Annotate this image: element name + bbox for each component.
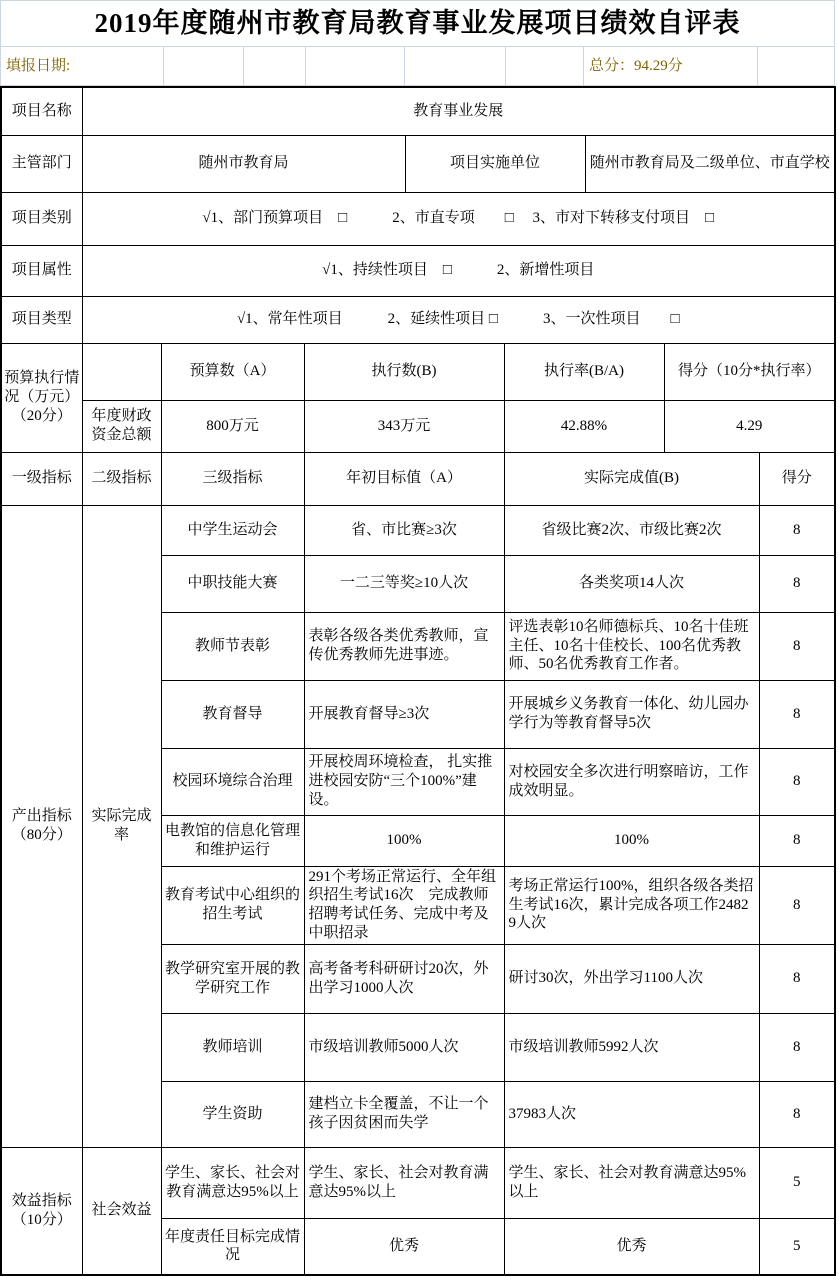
indicator-actual: 对校园安全多次进行明察暗访，工作成效明显。 (504, 748, 759, 815)
indicator-target: 学生、家长、社会对教育满意达95%以上 (304, 1147, 504, 1218)
indicator-actual: 各类奖项14人次 (504, 555, 759, 612)
indicator-score: 8 (759, 505, 835, 555)
evaluation-table (0, 86, 836, 1276)
indicator-actual: 省级比赛2次、市级比赛2次 (504, 505, 759, 555)
attribute-options: √1、持续性项目 □ 2、新增性项目 (82, 245, 835, 296)
department-row (1, 135, 835, 192)
empty-cell (506, 47, 584, 86)
type-options: √1、常年性项目 2、延续性项目 □ 3、一次性项目 □ (82, 296, 835, 343)
project-name-label: 项目名称 (1, 87, 82, 135)
project-type-row (1, 296, 835, 343)
impl-unit-label: 项目实施单位 (405, 135, 585, 192)
indicator-name: 教育督导 (161, 680, 304, 748)
indicator-score: 5 (759, 1218, 835, 1275)
dept-value: 随州市教育局 (82, 135, 405, 192)
budget-data-row (1, 400, 835, 452)
indicator-name: 电教馆的信息化管理和维护运行 (161, 815, 304, 866)
col-header-target: 年初目标值（A） (304, 452, 504, 505)
indicator-target: 一二三等奖≥10人次 (304, 555, 504, 612)
indicator-name: 中学生运动会 (161, 505, 304, 555)
col-header-actual: 实际完成值(B) (504, 452, 759, 505)
budget-section-label: 预算执行情况（万元）（20分） (1, 343, 82, 452)
indicator-target: 表彰各级各类优秀教师，宣传优秀教师先进事迹。 (304, 612, 504, 680)
indicator-target: 291个考场正常运行、全年组织招生考试16次 完成教师招聘考试任务、完成中考及中职招录 (304, 866, 504, 944)
header-block-table (0, 0, 835, 86)
indicator-actual: 研讨30次，外出学习1100人次 (504, 944, 759, 1013)
indicator-score: 8 (759, 1081, 835, 1147)
indicator-actual: 开展城乡义务教育一体化、幼儿园办学行为等教育督导5次 (504, 680, 759, 748)
type-label: 项目类型 (1, 296, 82, 343)
total-score: 总分：94.29分 (584, 47, 758, 86)
output-level1-label: 产出指标（80分） (1, 505, 82, 1147)
indicator-target: 建档立卡全覆盖，不让一个孩子因贫困而失学 (304, 1081, 504, 1147)
indicator-name: 学生、家长、社会对教育满意达95%以上 (161, 1147, 304, 1218)
indicator-score: 8 (759, 612, 835, 680)
indicator-actual: 100% (504, 815, 759, 866)
fill-date-label: 填报日期: (1, 47, 164, 86)
indicator-name: 中职技能大赛 (161, 555, 304, 612)
indicator-target: 高考备考科研研讨20次，外出学习1000人次 (304, 944, 504, 1013)
project-name-row (1, 87, 835, 135)
indicator-score: 8 (759, 748, 835, 815)
empty-cell (405, 47, 506, 86)
empty-cell (82, 343, 161, 400)
indicator-actual: 市级培训教师5992人次 (504, 1013, 759, 1081)
indicator-name: 学生资助 (161, 1081, 304, 1147)
empty-cell (244, 47, 306, 86)
budget-score: 4.29 (664, 400, 835, 452)
budget-rate: 42.88% (504, 400, 664, 452)
indicator-header-row (1, 452, 835, 505)
empty-cell (164, 47, 244, 86)
benefit-level1-label: 效益指标（10分） (1, 1147, 82, 1275)
page-title: 2019年度随州市教育局教育事业发展项目绩效自评表 (1, 1, 835, 47)
project-attribute-row (1, 245, 835, 296)
empty-cell (758, 47, 835, 86)
indicator-score: 8 (759, 815, 835, 866)
indicator-name: 教学研究室开展的教学研究工作 (161, 944, 304, 1013)
indicator-target: 100% (304, 815, 504, 866)
indicator-target: 省、市比赛≥3次 (304, 505, 504, 555)
indicator-score: 8 (759, 1013, 835, 1081)
indicator-actual: 评选表彰10名师德标兵、10名十佳班主任、10名十佳校长、100名优秀教师、50名优秀教育工作者。 (504, 612, 759, 680)
indicator-actual: 考场正常运行100%，组织各级各类招生考试16次，累计完成各项工作24829人次 (504, 866, 759, 944)
title-row (1, 1, 835, 47)
indicator-actual: 37983人次 (504, 1081, 759, 1147)
benefit-level2-label: 社会效益 (82, 1147, 161, 1275)
category-options: √1、部门预算项目 □ 2、市直专项 □ 3、市对下转移支付项目 □ (82, 192, 835, 245)
indicator-name: 教师培训 (161, 1013, 304, 1081)
indicator-score: 8 (759, 555, 835, 612)
indicator-name: 校园环境综合治理 (161, 748, 304, 815)
budget-row-label: 年度财政资金总额 (82, 400, 161, 452)
indicator-actual: 学生、家长、社会对教育满意达95%以上 (504, 1147, 759, 1218)
col-header-level2: 二级指标 (82, 452, 161, 505)
budget-col-header: 预算数（A） (161, 343, 304, 400)
budget-col-header: 执行数(B) (304, 343, 504, 400)
empty-cell (306, 47, 405, 86)
indicator-score: 5 (759, 1147, 835, 1218)
table-row (1, 1147, 835, 1218)
indicator-target: 优秀 (304, 1218, 504, 1275)
indicator-actual: 优秀 (504, 1218, 759, 1275)
budget-col-header: 执行率(B/A) (504, 343, 664, 400)
col-header-score: 得分 (759, 452, 835, 505)
table-row (1, 505, 835, 555)
output-level2-label: 实际完成率 (82, 505, 161, 1147)
impl-unit-value: 随州市教育局及二级单位、市直学校 (585, 135, 835, 192)
category-label: 项目类别 (1, 192, 82, 245)
budget-header-row (1, 343, 835, 400)
indicator-score: 8 (759, 944, 835, 1013)
project-category-row (1, 192, 835, 245)
indicator-name: 教育考试中心组织的招生考试 (161, 866, 304, 944)
indicator-target: 市级培训教师5000人次 (304, 1013, 504, 1081)
indicator-target: 开展教育督导≥3次 (304, 680, 504, 748)
date-score-row (1, 47, 835, 86)
indicator-name: 教师节表彰 (161, 612, 304, 680)
budget-executed: 343万元 (304, 400, 504, 452)
indicator-target: 开展校周环境检查， 扎实推进校园安防“三个100%”建设。 (304, 748, 504, 815)
indicator-score: 8 (759, 866, 835, 944)
budget-col-header: 得分（10分*执行率） (664, 343, 835, 400)
dept-label: 主管部门 (1, 135, 82, 192)
attribute-label: 项目属性 (1, 245, 82, 296)
indicator-score: 8 (759, 680, 835, 748)
indicator-name: 年度责任目标完成情况 (161, 1218, 304, 1275)
budget-amount: 800万元 (161, 400, 304, 452)
col-header-level1: 一级指标 (1, 452, 82, 505)
project-name-value: 教育事业发展 (82, 87, 835, 135)
col-header-level3: 三级指标 (161, 452, 304, 505)
